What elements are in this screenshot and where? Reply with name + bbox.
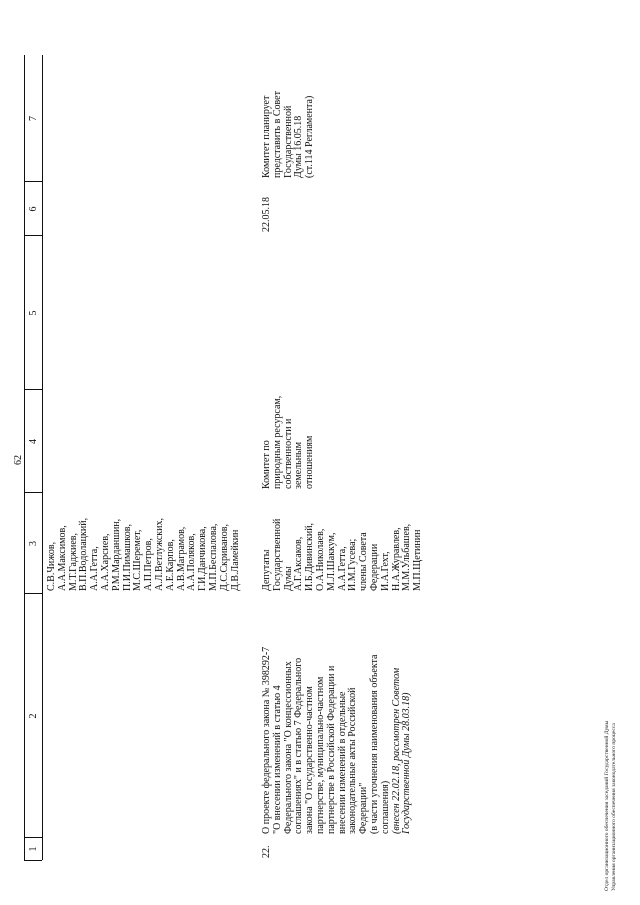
initiator-line: А.Г.Аксаков, (293, 536, 305, 591)
review-date: 22.05.18 (261, 197, 272, 232)
initiator-name: А.А.Максимов, (56, 525, 68, 591)
initiator-line: М.М.Ульбашев, (401, 523, 413, 591)
initiator-name: А.В.Маграмов, (175, 526, 187, 591)
initiator-name: М.С.Шеремет, (132, 529, 144, 591)
committee-line: земельным (293, 441, 305, 489)
bill-title-line: соглашения) (379, 780, 391, 834)
initiator-line: Думы (282, 566, 294, 591)
row-number: 22. (261, 845, 272, 858)
bill-title-line: соглашениях" и в статью 7 Федерального (293, 657, 305, 834)
bill-initiators (262, 519, 424, 591)
initiator-name: А.П.Петров, (143, 538, 155, 591)
committee-line: собственности и (282, 418, 294, 489)
table-body (43, 55, 633, 860)
column-header-2: 2 (28, 713, 39, 719)
initiator-line: О.А.Николаев, (314, 528, 326, 591)
initiator-line: И.А.Гехт, (379, 551, 391, 591)
bill-title-line: "О внесении изменений в статью 4 (271, 685, 283, 834)
plan-line: Думы 16.05.18 (293, 115, 305, 178)
initiator-line: Н.А.Журавлев, (390, 527, 402, 591)
initiator-name: А.А.Гетта, (89, 546, 101, 591)
column-header-6: 6 (28, 206, 39, 212)
bill-note-line: Государственной Думы 28.03.18) (401, 692, 413, 834)
initiator-line: Федерации (368, 543, 380, 591)
agenda-table (24, 55, 633, 860)
initiator-name: Г.И.Данчикова, (197, 526, 209, 591)
plan-line: Государственной (282, 105, 294, 178)
responsible-committee (262, 396, 316, 489)
initiator-name: В.П.Водолацкий, (78, 517, 90, 591)
initiator-name: А.Е.Карпов, (164, 539, 176, 591)
column-header-7: 7 (28, 116, 39, 121)
initiator-name: П.И.Пимашков, (121, 524, 133, 591)
initiator-name: Р.М.Марданшин, (110, 518, 122, 591)
bill-title-line: закона "О государственно-частном (304, 686, 316, 834)
previous-row-initiators (47, 518, 241, 591)
bill-title-line: Федерального закона "О концессионных (282, 661, 294, 834)
plan-line: представить в Совет (271, 91, 283, 178)
committee-line: отношениям (304, 435, 316, 489)
bill-title-line: Федерации" (358, 782, 370, 834)
initiator-line: А.А.Гетта, (336, 546, 348, 591)
committee-plan (262, 91, 316, 178)
initiator-line: Депутаты (261, 549, 272, 591)
bill-title-line: законодательные акты Российской (347, 687, 359, 834)
initiator-line: члены Совета (358, 532, 370, 591)
bill-title-line: партнерстве, муниципально-частном (314, 676, 326, 834)
footer-note (604, 721, 618, 891)
initiator-line: М.П.Щетинин (412, 529, 424, 591)
column-header-3: 3 (28, 541, 39, 546)
initiator-name: Д.В.Ламейкин (229, 529, 241, 591)
initiator-name: А.А.Харсиев, (99, 533, 111, 591)
plan-line: Комитет планирует (261, 95, 272, 178)
initiator-name: А.А.Поляков, (186, 533, 198, 591)
initiator-line: Государственной (271, 518, 283, 591)
initiator-name: М.П.Беспалова, (207, 523, 219, 591)
bill-title-line: партнерстве в Российской Федерации и (325, 665, 337, 834)
footer-line: Отдел организационного обеспечения заседаний Государственной Думы (604, 720, 610, 891)
committee-line: Комитет по (261, 440, 272, 489)
initiator-line: И.Б.Дивинский, (304, 522, 316, 591)
initiator-name: А.Л.Ветлужских, (153, 518, 165, 591)
initiator-name: М.Т.Гаджиев, (67, 533, 79, 591)
initiator-name: С.В.Чижов, (46, 541, 57, 591)
footer-line: Управления организационного обеспечения законодательного процесса (611, 723, 617, 891)
initiator-line: И.М.Гусева; (347, 538, 359, 591)
bill-title-line: О проекте федерального закона № 398292-7 (261, 646, 272, 834)
plan-line: (ст.114 Регламента) (304, 95, 316, 178)
bill-title-line: внесении изменений в отдельные (336, 691, 348, 834)
column-header-4: 4 (28, 439, 39, 444)
bill-note-line: (внесен 22.02.18, рассмотрен Советом (390, 667, 402, 834)
column-header-1: 1 (28, 846, 39, 852)
committee-line: природным ресурсам, (271, 395, 283, 489)
bill-title (262, 647, 413, 834)
page-number: 62 (13, 455, 24, 465)
table-header-row (24, 55, 43, 860)
table-left-border (24, 860, 42, 861)
initiator-line: М.Л.Шаккум, (325, 532, 337, 591)
initiator-name: Д.С.Скриванов, (218, 524, 230, 591)
bill-title-line: (в части уточнения наименования объекта (368, 654, 380, 834)
column-header-5: 5 (28, 310, 39, 316)
